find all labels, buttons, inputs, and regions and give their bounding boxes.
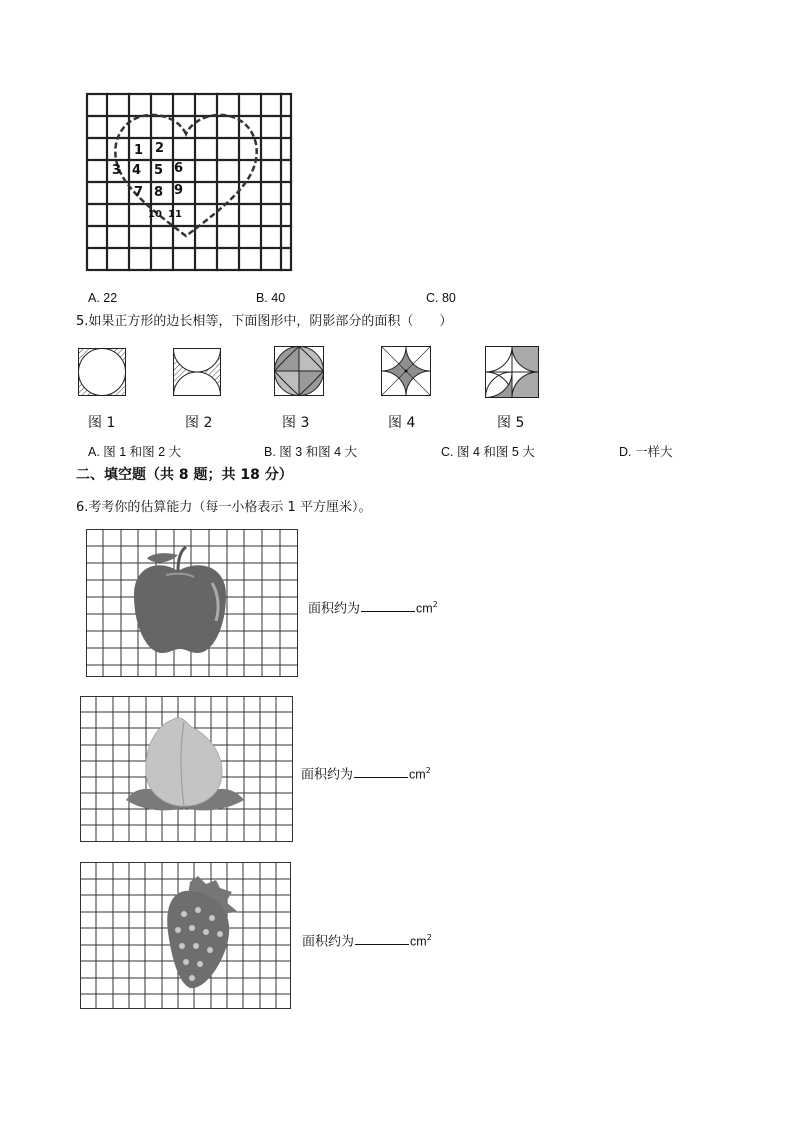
grid-number: 8: [154, 185, 164, 200]
grid-number: 11: [168, 209, 182, 220]
grid-number: 10: [148, 209, 162, 220]
option-c[interactable]: C. 图 4 和图 5 大: [441, 445, 535, 459]
question-6: 6.考考你的估算能力（每一小格表示 1 平方厘米）。: [76, 500, 372, 515]
grid-number: 3: [112, 163, 122, 178]
answer-blank-1[interactable]: [361, 599, 415, 612]
peach-answer-line: [301, 763, 431, 783]
answer-blank-3[interactable]: [355, 932, 409, 945]
figure-4: [381, 346, 431, 396]
grid-number: 4: [132, 163, 142, 178]
apple-answer-line: [308, 597, 438, 617]
option-a[interactable]: A. 22: [88, 291, 118, 305]
figure-3-caption: 图 3: [282, 415, 310, 431]
figure-2-caption: 图 2: [185, 415, 213, 431]
figure-3: [274, 346, 324, 396]
option-b[interactable]: B. 图 3 和图 4 大: [264, 445, 358, 459]
section-title: 二、填空题（共 8 题；共 18 分）: [76, 467, 293, 483]
heart-grid-figure: [84, 86, 296, 276]
unit: cm: [410, 934, 427, 949]
apple-grid: [86, 529, 298, 677]
strawberry-body: [167, 891, 229, 988]
unit-superscript: 2: [432, 600, 438, 609]
grid-number: 6: [174, 161, 184, 176]
figure-1-caption: 图 1: [88, 415, 116, 431]
unit-superscript: 2: [426, 933, 432, 942]
figure-5: [485, 346, 539, 398]
unit: cm: [416, 601, 433, 616]
unit: cm: [409, 767, 426, 782]
strawberry-grid: [80, 862, 291, 1009]
answer-label: 面积约为: [302, 934, 355, 950]
answer-label: 面积约为: [301, 767, 354, 783]
option-b[interactable]: B. 40: [256, 291, 286, 305]
option-c[interactable]: C. 80: [426, 291, 456, 305]
unit-superscript: 2: [425, 766, 431, 775]
apple-body: [134, 565, 226, 653]
grid-number: 7: [134, 185, 144, 200]
option-a[interactable]: A. 图 1 和图 2 大: [88, 445, 182, 459]
strawberry-answer-line: [302, 930, 432, 950]
figure-5-caption: 图 5: [497, 415, 525, 431]
question-5: 5.如果正方形的边长相等，下面图形中，阴影部分的面积（ ）: [76, 314, 453, 329]
peach-grid: [80, 696, 293, 842]
grid-number: 1: [134, 143, 144, 158]
answer-label: 面积约为: [308, 601, 361, 617]
apple-leaf: [147, 553, 178, 562]
figure-4-caption: 图 4: [388, 415, 416, 431]
figure-2: [173, 348, 221, 396]
grid-number: 9: [174, 183, 184, 198]
grid-number: 5: [154, 163, 164, 178]
option-d[interactable]: D. 一样大: [619, 445, 673, 459]
grid-number: 2: [155, 141, 165, 156]
answer-blank-2[interactable]: [354, 765, 408, 778]
figure-1: [78, 348, 126, 396]
